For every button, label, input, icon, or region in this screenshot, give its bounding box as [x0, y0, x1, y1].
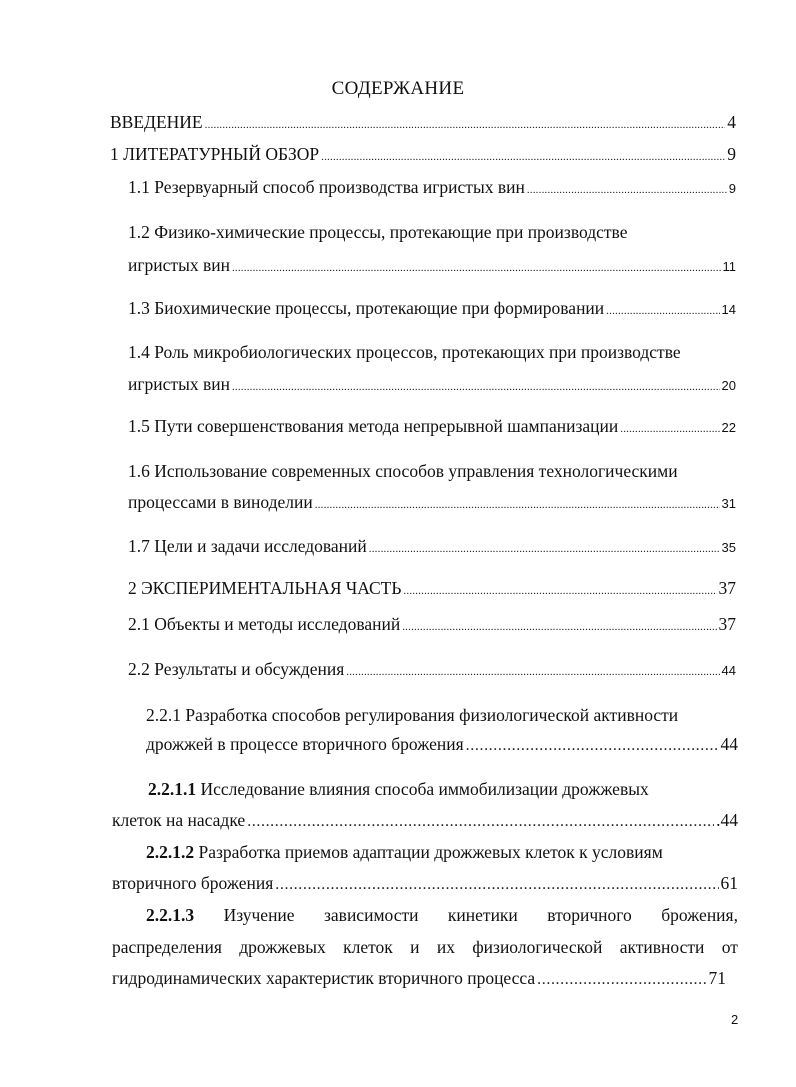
toc-entry-2-2-1	[146, 734, 738, 760]
toc-entry-1-7	[128, 536, 736, 562]
toc-entry-page: 20	[721, 378, 736, 393]
word: Изучение	[223, 905, 295, 925]
toc-entry-2-2	[128, 659, 736, 685]
word: физиологической	[472, 937, 603, 957]
toc-entry-page: 9	[728, 181, 736, 196]
toc-entry-2-2-1-2	[112, 873, 738, 899]
toc-entry-text: вторичного брожения	[112, 873, 274, 893]
dot-leader	[247, 813, 714, 831]
word: распределения	[112, 937, 222, 957]
dot-leader	[232, 262, 721, 274]
toc-entry-2-2-1-3-line2	[112, 937, 738, 958]
toc-entry-text: 1.3 Биохимические процессы, протекающие при формировании	[128, 298, 605, 318]
toc-entry-page: 44	[721, 663, 736, 678]
word: дрожжевых	[239, 937, 326, 957]
toc-entry-text: 2.1 Объекты и методы исследований	[128, 614, 401, 634]
dot-leader	[232, 381, 720, 393]
toc-entry-page: 37	[718, 578, 736, 598]
toc-entry-text: игристых вин	[128, 374, 230, 394]
toc-entry-2-1	[128, 614, 736, 640]
toc-entry-1-2-line1: 1.2 Физико-химические процессы, протекающие при производстве	[128, 222, 628, 242]
toc-entry-1-1	[128, 177, 736, 203]
word: активности	[619, 937, 705, 957]
toc-entry-text: клеток на насадке	[112, 810, 246, 830]
toc-entry-text: ВВЕДЕНИЕ	[110, 112, 203, 132]
toc-entry-2-2-1-3-line1	[146, 905, 738, 926]
toc-entry-2-2-1-2-line1	[146, 842, 663, 863]
toc-entry-text: игристых вин	[128, 255, 230, 275]
dot-leader	[527, 184, 727, 196]
toc-entry-text: дрожжей в процессе вторичного брожения	[146, 734, 464, 754]
toc-entry-page: 71	[708, 968, 726, 988]
toc-entry-1-5	[128, 416, 736, 442]
page-title: СОДЕРЖАНИЕ	[331, 78, 465, 99]
word: вторичного	[547, 905, 632, 925]
section-number: 2.2.1.2	[146, 842, 195, 862]
toc-entry-1-4	[128, 374, 736, 400]
toc-entry-2-2-1-3	[112, 968, 726, 994]
toc-entry-chapter-1	[110, 144, 736, 170]
word: зависимости	[324, 905, 419, 925]
toc-entry-introduction	[110, 112, 736, 138]
toc-entry-chapter-2	[128, 578, 736, 604]
dot-leader	[321, 151, 725, 163]
toc-entry-2-2-1-1-line1	[148, 779, 649, 800]
dot-leader	[205, 119, 726, 131]
toc-entry-page: 61	[720, 873, 738, 893]
word: и	[410, 937, 420, 957]
toc-entry-page: 4	[727, 112, 736, 132]
toc-entry-text: 1.7 Цели и задачи исследований	[128, 536, 367, 556]
toc-entry-text: процессами в виноделии	[128, 492, 313, 512]
toc-entry-page: .44	[716, 810, 738, 830]
dot-leader	[275, 876, 718, 894]
dot-leader	[346, 666, 719, 678]
word: брожения,	[661, 905, 738, 925]
dot-leader	[403, 585, 716, 597]
toc-entry-page: 22	[721, 420, 736, 435]
section-number: 2.2.1.3	[146, 905, 195, 925]
word: кинетики	[447, 905, 518, 925]
dot-leader	[466, 737, 719, 755]
toc-entry-text: гидродинамических характеристик вторичного процесса	[112, 968, 536, 988]
dot-leader	[369, 543, 720, 555]
toc-entry-1-3	[128, 298, 736, 324]
dot-leader	[537, 971, 706, 989]
toc-entry-text: 1.5 Пути совершенствования метода непрерывной шампанизации	[128, 416, 619, 436]
toc-entry-2-2-1-line1: 2.2.1 Разработка способов регулирования физиологической активности	[146, 705, 679, 725]
section-number: 2.2.1.1	[148, 779, 197, 799]
toc-entry-page: 14	[721, 302, 736, 317]
toc-entry-1-4-line1: 1.4 Роль микробиологических процессов, протекающих при производстве	[128, 342, 681, 362]
dot-leader	[402, 621, 716, 633]
toc-entry-page: 9	[727, 144, 736, 164]
toc-entry-text: 1.1 Резервуарный способ производства игристых вин	[128, 177, 525, 197]
word: клеток	[343, 937, 393, 957]
dot-leader	[620, 423, 719, 435]
toc-entry-2-2-1-1	[112, 810, 738, 836]
page-number: 2	[731, 1012, 739, 1027]
word: от	[721, 937, 738, 957]
toc-entry-page: 31	[721, 496, 736, 511]
word: их	[436, 937, 455, 957]
dot-leader	[606, 305, 719, 317]
toc-entry-page: 35	[721, 540, 736, 555]
toc-entry-text: Разработка приемов адаптации дрожжевых клеток к условиям	[198, 842, 663, 862]
toc-entry-text: Исследование влияния способа иммобилизации дрожжевых	[200, 779, 649, 799]
toc-entry-text: 2 ЭКСПЕРИМЕНТАЛЬНАЯ ЧАСТЬ	[128, 578, 402, 598]
toc-entry-1-6	[128, 492, 736, 518]
toc-entry-page: 37	[718, 614, 736, 634]
toc-entry-text: 1 ЛИТЕРАТУРНЫЙ ОБЗОР	[110, 144, 320, 164]
dot-leader	[315, 499, 720, 511]
toc-entry-page: 11	[722, 259, 736, 274]
toc-entry-1-6-line1: 1.6 Использование современных способов управления технологическими	[128, 461, 678, 481]
toc-entry-text: 2.2 Результаты и обсуждения	[128, 659, 345, 679]
toc-entry-1-2	[128, 255, 736, 281]
toc-entry-page: 44	[720, 734, 738, 754]
